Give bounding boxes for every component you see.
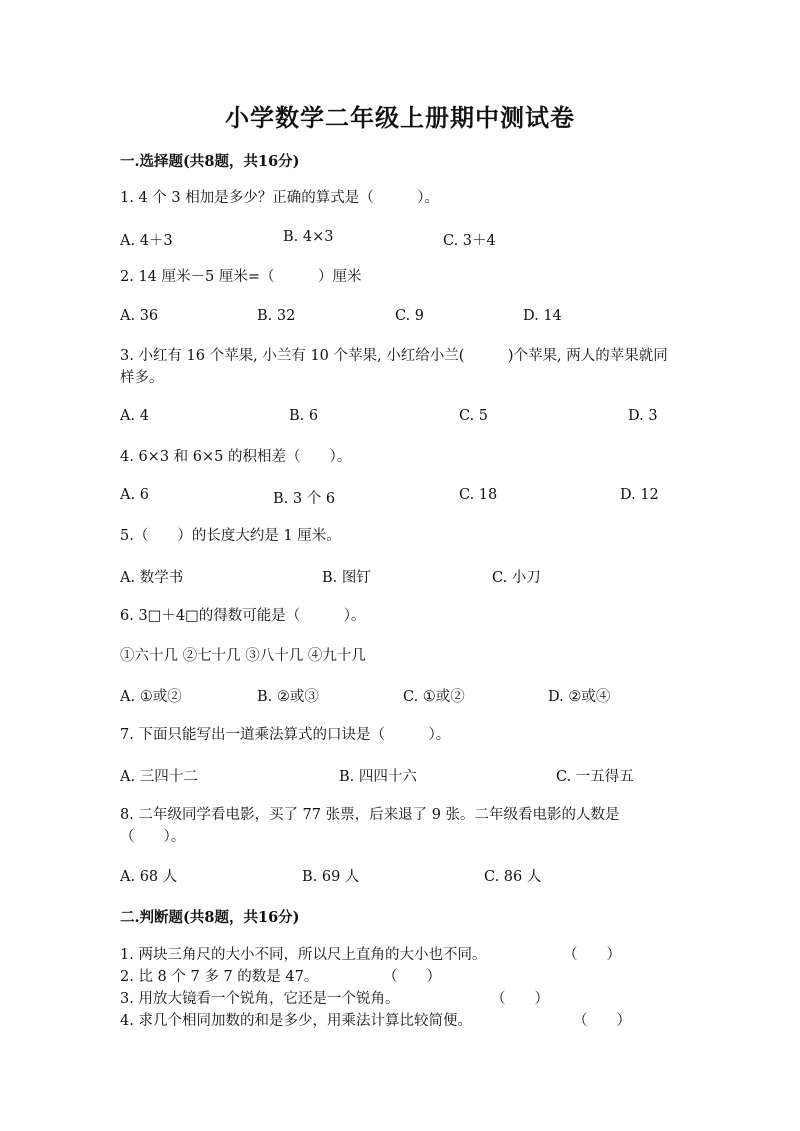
q7-option-c[interactable]: C. 一五得五 bbox=[556, 769, 634, 785]
judge-item-2: 2. 比 8 个 7 多 7 的数是 47。 bbox=[120, 969, 319, 985]
question-5: 5.（ ）的长度大约是 1 厘米。 bbox=[120, 528, 341, 544]
q3-option-a[interactable]: A. 4 bbox=[120, 408, 149, 424]
q3-option-b[interactable]: B. 6 bbox=[289, 408, 319, 424]
question-1: 1. 4 个 3 相加是多少？正确的算式是（ ）。 bbox=[120, 190, 439, 206]
q2-option-b[interactable]: B. 32 bbox=[257, 308, 296, 324]
question-6-choices-list: ①六十几 ②七十几 ③八十几 ④九十几 bbox=[120, 648, 366, 664]
q7-option-b[interactable]: B. 四四十六 bbox=[339, 769, 417, 785]
question-7: 7. 下面只能写出一道乘法算式的口诀是（ ）。 bbox=[120, 727, 451, 743]
q6-option-b[interactable]: B. ②或③ bbox=[257, 689, 319, 705]
q6-option-a[interactable]: A. ①或② bbox=[120, 689, 182, 705]
judge-answer-2[interactable]: （ ） bbox=[383, 969, 441, 985]
q2-option-d[interactable]: D. 14 bbox=[523, 308, 562, 324]
q6-option-d[interactable]: D. ②或④ bbox=[548, 689, 611, 705]
q5-option-b[interactable]: B. 图钉 bbox=[322, 570, 371, 586]
q6-option-c[interactable]: C. ①或② bbox=[403, 689, 465, 705]
q4-option-c[interactable]: C. 18 bbox=[459, 487, 498, 503]
q8-option-c[interactable]: C. 86 人 bbox=[484, 869, 542, 885]
q4-option-b[interactable]: B. 3 个 6 bbox=[273, 491, 336, 507]
question-2: 2. 14 厘米－5 厘米=（ ）厘米 bbox=[120, 269, 362, 285]
q1-option-a[interactable]: A. 4＋3 bbox=[120, 233, 173, 249]
question-8: 8. 二年级同学看电影，买了 77 张票，后来退了 9 张。二年级看电影的人数是（ ）。 bbox=[120, 807, 620, 845]
judge-answer-3[interactable]: （ ） bbox=[491, 991, 549, 1007]
judge-answer-4[interactable]: （ ） bbox=[573, 1013, 631, 1029]
judge-answer-1[interactable]: （ ） bbox=[563, 947, 621, 963]
q4-option-a[interactable]: A. 6 bbox=[120, 487, 149, 503]
section-heading-judge: 二.判断题(共8题，共16分) bbox=[120, 909, 300, 926]
q5-option-a[interactable]: A. 数学书 bbox=[120, 570, 184, 586]
q1-option-b[interactable]: B. 4×3 bbox=[283, 229, 334, 245]
question-4: 4. 6×3 和 6×5 的积相差（ ）。 bbox=[120, 449, 352, 465]
q3-option-d[interactable]: D. 3 bbox=[628, 408, 658, 424]
q8-option-b[interactable]: B. 69 人 bbox=[302, 869, 360, 885]
q7-option-a[interactable]: A. 三四十二 bbox=[120, 769, 198, 785]
judge-item-4: 4. 求几个相同加数的和是多少，用乘法计算比较简便。 bbox=[120, 1013, 472, 1029]
q2-option-a[interactable]: A. 36 bbox=[120, 308, 159, 324]
q3-option-c[interactable]: C. 5 bbox=[459, 408, 489, 424]
judge-item-3: 3. 用放大镜看一个锐角，它还是一个锐角。 bbox=[120, 991, 400, 1007]
q5-option-c[interactable]: C. 小刀 bbox=[492, 570, 541, 586]
judge-item-1: 1. 两块三角尺的大小不同，所以尺上直角的大小也不同。 bbox=[120, 947, 487, 963]
section-heading-choice: 一.选择题(共8题，共16分) bbox=[120, 153, 300, 170]
question-6: 6. 3□＋4□的得数可能是（ ）。 bbox=[120, 608, 366, 624]
q4-option-d[interactable]: D. 12 bbox=[620, 487, 659, 503]
question-3: 3. 小红有 16 个苹果, 小兰有 10 个苹果, 小红给小兰( )个苹果, 两人的苹果就同样多。 bbox=[120, 348, 668, 386]
q8-option-a[interactable]: A. 68 人 bbox=[120, 869, 178, 885]
q2-option-c[interactable]: C. 9 bbox=[395, 308, 425, 324]
page-title: 小学数学二年级上册期中测试卷 bbox=[225, 103, 575, 132]
q1-option-c[interactable]: C. 3＋4 bbox=[443, 233, 496, 249]
